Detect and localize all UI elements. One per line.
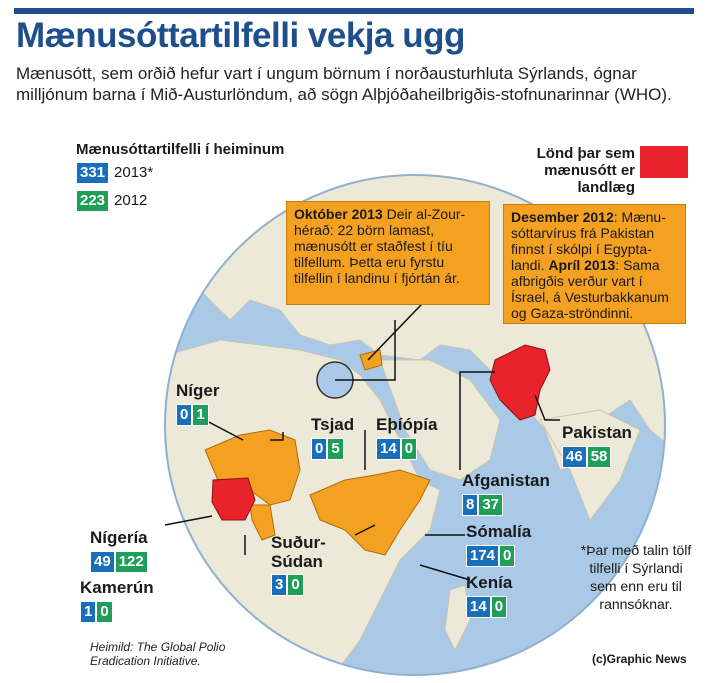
callout-egypt-text1: : Mænu-sóttarvírus frá Pakistan finnst í skólpi í Egypta-landi. bbox=[511, 209, 666, 273]
country-cameroon bbox=[80, 578, 154, 623]
country-pakistan bbox=[562, 423, 632, 468]
nigeria-2012: 122 bbox=[115, 551, 148, 573]
credit: (c)Graphic News bbox=[592, 652, 687, 666]
callout-syria-date: Október 2013 bbox=[294, 206, 383, 222]
country-chad-name: Tsjad bbox=[311, 415, 355, 434]
subtitle: Mænusótt, sem orðið hefur vart í ungum börnum í norðausturhluta Sýrlands, ógnar milljónum barna í Mið-Austurlöndum, að sögn Alþjóðaheilbrigðis-stofnunarinnar (WHO). bbox=[16, 64, 672, 104]
kenya-2012: 0 bbox=[491, 596, 507, 618]
page-title: Mænusóttartilfelli vekja ugg bbox=[16, 16, 465, 55]
callout-egypt bbox=[503, 204, 686, 324]
callout-syria bbox=[286, 201, 490, 305]
footnote: *Þar með talin tölf tilfelli í Sýrlandi sem enn eru til rannsóknar. bbox=[580, 542, 692, 612]
country-afghanistan bbox=[462, 471, 550, 516]
country-south-sudan bbox=[271, 533, 351, 596]
cameroon-2012: 0 bbox=[96, 601, 112, 623]
south-sudan-2012: 0 bbox=[287, 574, 303, 596]
south-sudan-2013: 3 bbox=[271, 574, 287, 596]
pakistan-2013: 46 bbox=[562, 446, 587, 468]
callout-egypt-date1: Desember 2012 bbox=[511, 209, 614, 225]
country-chad bbox=[311, 415, 354, 460]
country-ethiopia bbox=[376, 415, 437, 460]
country-niger bbox=[176, 381, 219, 426]
kenya-2013: 14 bbox=[466, 596, 491, 618]
country-somalia-name: Sómalía bbox=[466, 522, 532, 541]
callout-syria-text: Deir al-Zour-hérað: 22 börn lamast, mænusótt er staðfest í tíu tilfellum. Þetta eru fyrstu tilfellin í landinu í fjórtán ár. bbox=[294, 206, 466, 286]
country-nigeria-name: Nígería bbox=[90, 528, 148, 547]
niger-2013: 0 bbox=[176, 404, 192, 426]
somalia-2013: 174 bbox=[466, 545, 499, 567]
afghanistan-2013: 8 bbox=[462, 494, 478, 516]
region-nigeria bbox=[212, 478, 255, 520]
country-kenya bbox=[466, 573, 512, 618]
country-ethiopia-name: Eþíópía bbox=[376, 415, 438, 434]
chad-2012: 5 bbox=[327, 438, 343, 460]
country-kenya-name: Kenía bbox=[466, 573, 513, 592]
callout-egypt-date2: Apríl 2013 bbox=[548, 257, 616, 273]
legend-row-2012 bbox=[76, 190, 147, 212]
legend-title: Mænusóttartilfelli í heiminum bbox=[76, 141, 285, 158]
cameroon-2013: 1 bbox=[80, 601, 96, 623]
ethiopia-2012: 0 bbox=[401, 438, 417, 460]
country-cameroon-name: Kamerún bbox=[80, 578, 154, 597]
ethiopia-2013: 14 bbox=[376, 438, 401, 460]
legend-2013-value: 331 bbox=[76, 162, 109, 184]
somalia-2012: 0 bbox=[499, 545, 515, 567]
callout-egypt-text2: : Sama afbrigðis verður vart í Ísrael, á Vesturbakkanum og Gaza-ströndinni. bbox=[511, 257, 669, 321]
legend-2012-value: 223 bbox=[76, 190, 109, 212]
nigeria-2013: 49 bbox=[90, 551, 115, 573]
afghanistan-2012: 37 bbox=[478, 494, 503, 516]
legend-row-2013 bbox=[76, 162, 153, 184]
country-nigeria bbox=[90, 528, 148, 573]
country-afghanistan-name: Afganistan bbox=[462, 471, 550, 490]
niger-2012: 1 bbox=[192, 404, 208, 426]
legend-endemic-label: Lönd þar sem mænusótt er landlæg bbox=[536, 145, 635, 196]
country-pakistan-name: Pakistan bbox=[562, 423, 632, 442]
country-south-sudan-name: Suður-Súdan bbox=[271, 533, 326, 571]
country-somalia bbox=[466, 522, 531, 567]
chad-2013: 0 bbox=[311, 438, 327, 460]
pakistan-2012: 58 bbox=[587, 446, 612, 468]
legend-2012-label: 2012 bbox=[114, 192, 148, 209]
legend-2013-label: 2013* bbox=[114, 164, 154, 181]
country-niger-name: Níger bbox=[176, 381, 220, 400]
legend-endemic-swatch bbox=[640, 146, 688, 178]
source: Heimild: The Global Polio Eradication Initiative. bbox=[90, 640, 226, 668]
